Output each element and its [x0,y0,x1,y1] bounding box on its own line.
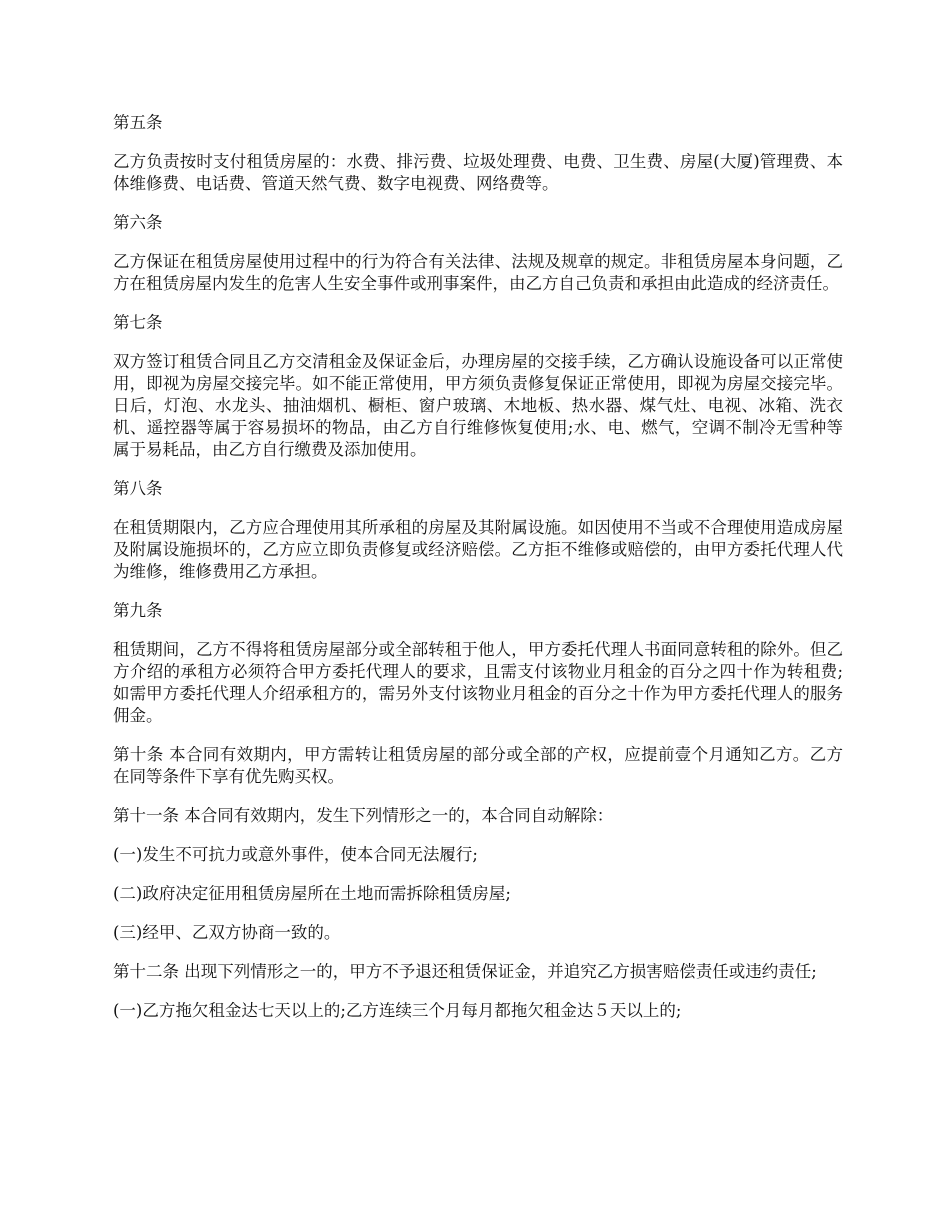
article-5-heading: 第五条 [113,113,163,132]
article-12-text: 第十二条 出现下列情形之一的，甲方不予退还租赁保证金，并追究乙方损害赔偿责任或违约责任; [113,962,817,981]
article-11-text: 第十一条 本合同有效期内，发生下列情形之一的，本合同自动解除： [113,806,614,825]
article-6-heading: 第六条 [113,213,163,232]
article-5-text: 乙方负责按时支付租赁房屋的：水费、排污费、垃圾处理费、电费、卫生费、房屋(大厦)管理费、本体维修费、电话费、管道天然气费、数字电视费、网络费等。 [113,152,843,193]
article-11-item-3: (三)经甲、乙双方协商一致的。 [113,923,341,942]
article-7-heading: 第七条 [113,313,163,332]
article-10-text: 第十条 本合同有效期内，甲方需转让租赁房屋的部分或全部的产权，应提前壹个月通知乙方。乙方在同等条件下享有优先购买权。 [113,745,843,786]
article-9-text: 租赁期间，乙方不得将租赁房屋部分或全部转租于他人，甲方委托代理人书面同意转租的除外。但乙方介绍的承租方必须符合甲方委托代理人的要求，且需支付该物业月租金的百分之四十作为转租费;如需甲方委托代理人介绍承租方的，需另外支付该物业月租金的百分之十作为甲方委托代理人的服务佣金。 [113,640,843,725]
article-7-text: 双方签订租赁合同且乙方交清租金及保证金后，办理房屋的交接手续，乙方确认设施设备可以正常使用，即视为房屋交接完毕。如不能正常使用，甲方须负责修复保证正常使用，即视为房屋交接完毕。日后，灯泡、水龙头、抽油烟机、橱柜、窗户玻璃、木地板、热水器、煤气灶、电视、冰箱、洗衣机、遥控器等属于容易损坏的物品，由乙方自行维修恢复使用;水、电、燃气，空调不制冷无雪种等属于易耗品，由乙方自行缴费及添加使用。 [113,352,843,459]
article-6-text: 乙方保证在租赁房屋使用过程中的行为符合有关法律、法规及规章的规定。非租赁房屋本身问题，乙方在租赁房屋内发生的危害人生安全事件或刑事案件，由乙方自己负责和承担由此造成的经济责任。 [113,252,843,293]
article-11-item-1: (一)发生不可抗力或意外事件，使本合同无法履行; [113,845,478,864]
article-8-text: 在租赁期限内，乙方应合理使用其所承租的房屋及其附属设施。如因使用不当或不合理使用造成房屋及附属设施损坏的，乙方应立即负责修复或经济赔偿。乙方拒不维修或赔偿的，由甲方委托代理人代为维修，维修费用乙方承担。 [113,518,843,581]
article-9-heading: 第九条 [113,601,163,620]
article-11-item-2: (二)政府决定征用租赁房屋所在土地而需拆除租赁房屋; [113,884,511,903]
article-12-item-1: (一)乙方拖欠租金达七天以上的;乙方连续三个月每月都拖欠租金达５天以上的; [113,1001,682,1020]
document-body [113,112,843,1039]
article-8-heading: 第八条 [113,479,163,498]
